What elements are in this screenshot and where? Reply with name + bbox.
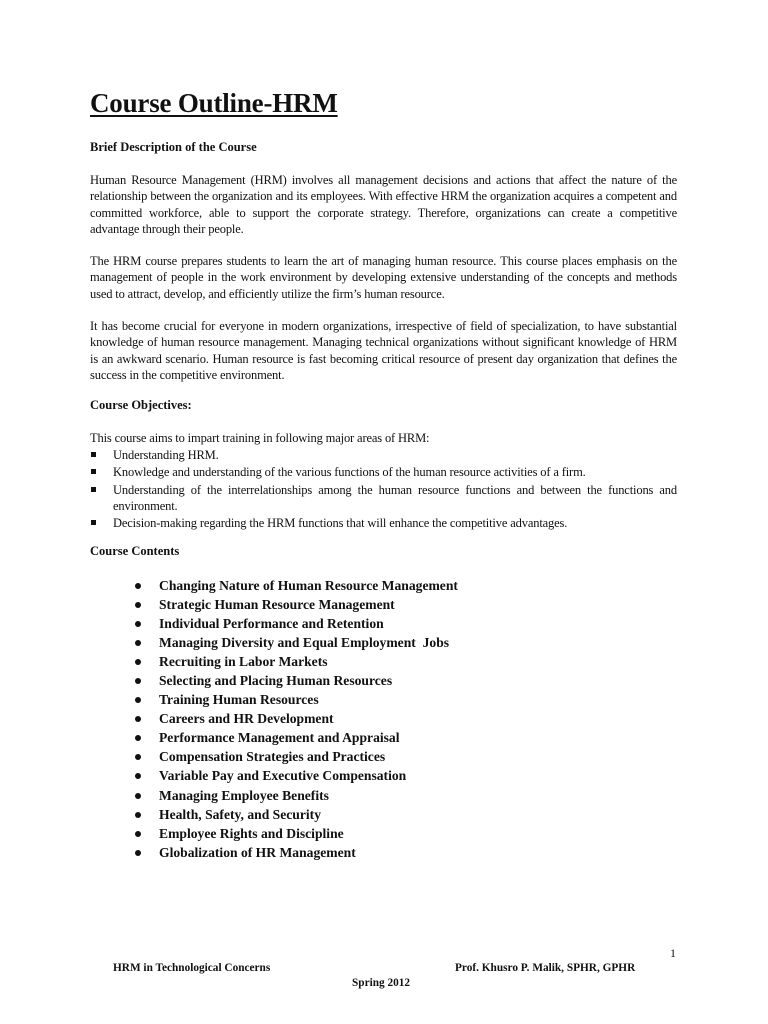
list-item — [135, 824, 458, 843]
course-objectives-heading: Course Objectives: — [90, 398, 192, 412]
list-item — [135, 805, 458, 824]
content-text: Selecting and Placing Human Resources — [159, 673, 393, 689]
list-item — [135, 595, 458, 614]
objective-text: Decision-making regarding the HRM functions that will enhance the competitive advantages. — [113, 516, 568, 531]
bullet-icon — [135, 793, 141, 799]
objectives-intro: This course aims to impart training in following major areas of HRM: — [90, 431, 430, 445]
list-item — [135, 576, 458, 595]
list-item — [135, 747, 458, 766]
objective-text: Knowledge and understanding of the various functions of the human resource activities of a firm. — [113, 465, 586, 480]
list-item — [135, 614, 458, 633]
paragraph-2: The HRM course prepares students to learn the art of managing human resource. This course places emphasis on the management of people in the work environment by developing extensive understanding of the concepts and methods used to attract, develop, and efficiently utilize the firm’s human resource. — [90, 254, 677, 301]
content-text: Employee Rights and Discipline — [159, 825, 344, 841]
list-item — [135, 652, 458, 671]
content-text: Globalization of HR Management — [159, 844, 356, 860]
content-text: Training Human Resources — [159, 692, 319, 708]
footer-term: Spring 2012 — [352, 977, 411, 989]
bullet-icon — [135, 773, 141, 779]
content-text: Health, Safety, and Security — [159, 806, 321, 822]
bullet-icon — [135, 640, 141, 646]
content-text: Performance Management and Appraisal — [159, 730, 400, 746]
square-bullet-icon — [91, 520, 96, 525]
bullet-icon — [135, 716, 141, 722]
list-item — [90, 464, 677, 480]
content-text: Managing Employee Benefits — [159, 787, 329, 803]
list-item — [135, 671, 458, 690]
list-item — [135, 786, 458, 805]
objective-text: Understanding of the interrelationships among the human resource functions and between the functions and environment. — [113, 482, 677, 513]
list-item — [135, 766, 458, 785]
list-item — [135, 709, 458, 728]
content-text: Compensation Strategies and Practices — [159, 749, 386, 765]
footer-course-name: HRM in Technological Concerns — [113, 962, 271, 974]
content-text: Changing Nature of Human Resource Management — [159, 578, 458, 593]
bullet-icon — [135, 583, 141, 589]
bullet-icon — [135, 602, 141, 608]
footer-instructor: Prof. Khusro P. Malik, SPHR, GPHR — [455, 962, 636, 974]
objective-text: Understanding HRM. — [113, 448, 219, 462]
bullet-icon — [135, 812, 141, 818]
bullet-icon — [135, 735, 141, 741]
list-item — [90, 447, 677, 463]
bullet-icon — [135, 754, 141, 760]
content-text: Recruiting in Labor Markets — [159, 654, 328, 670]
list-item — [90, 515, 677, 531]
contents-list — [135, 576, 458, 862]
content-text: Careers and HR Development — [159, 711, 334, 727]
square-bullet-icon — [91, 469, 96, 474]
list-item — [135, 633, 458, 652]
content-text: Managing Diversity and Equal Employment Jobs — [159, 635, 450, 651]
content-text: Individual Performance and Retention — [159, 616, 384, 632]
list-item — [135, 843, 458, 862]
page-number: 1 — [670, 946, 676, 960]
brief-description-heading: Brief Description of the Course — [90, 140, 257, 154]
page-title: Course Outline-HRM — [90, 88, 338, 118]
paragraph-1: Human Resource Management (HRM) involves all management decisions and actions that affect the nature of the relationship between the organization and its employees. With effective HRM the organization acquires a competent and committed workforce, able to support the corporate strategy. Therefore, organizations can create a competitive advantage through their people. — [90, 173, 677, 236]
bullet-icon — [135, 659, 141, 665]
list-item — [90, 482, 677, 515]
bullet-icon — [135, 831, 141, 837]
course-contents-heading: Course Contents — [90, 544, 180, 558]
content-text: Variable Pay and Executive Compensation — [159, 768, 407, 784]
square-bullet-icon — [91, 487, 96, 492]
bullet-icon — [135, 678, 141, 684]
list-item — [135, 690, 458, 709]
square-bullet-icon — [91, 452, 96, 457]
bullet-icon — [135, 697, 141, 703]
paragraph-3: It has become crucial for everyone in modern organizations, irrespective of field of specialization, to have substantial knowledge of human resource management. Managing technical organizations without significant knowledge of HRM is an awkward scenario. Human resource is fast becoming critical resource of present day organization that defines the success in the competitive environment. — [90, 319, 677, 382]
list-item — [135, 728, 458, 747]
bullet-icon — [135, 621, 141, 627]
bullet-icon — [135, 850, 141, 856]
content-text: Strategic Human Resource Management — [159, 597, 395, 613]
objectives-list — [90, 447, 677, 532]
